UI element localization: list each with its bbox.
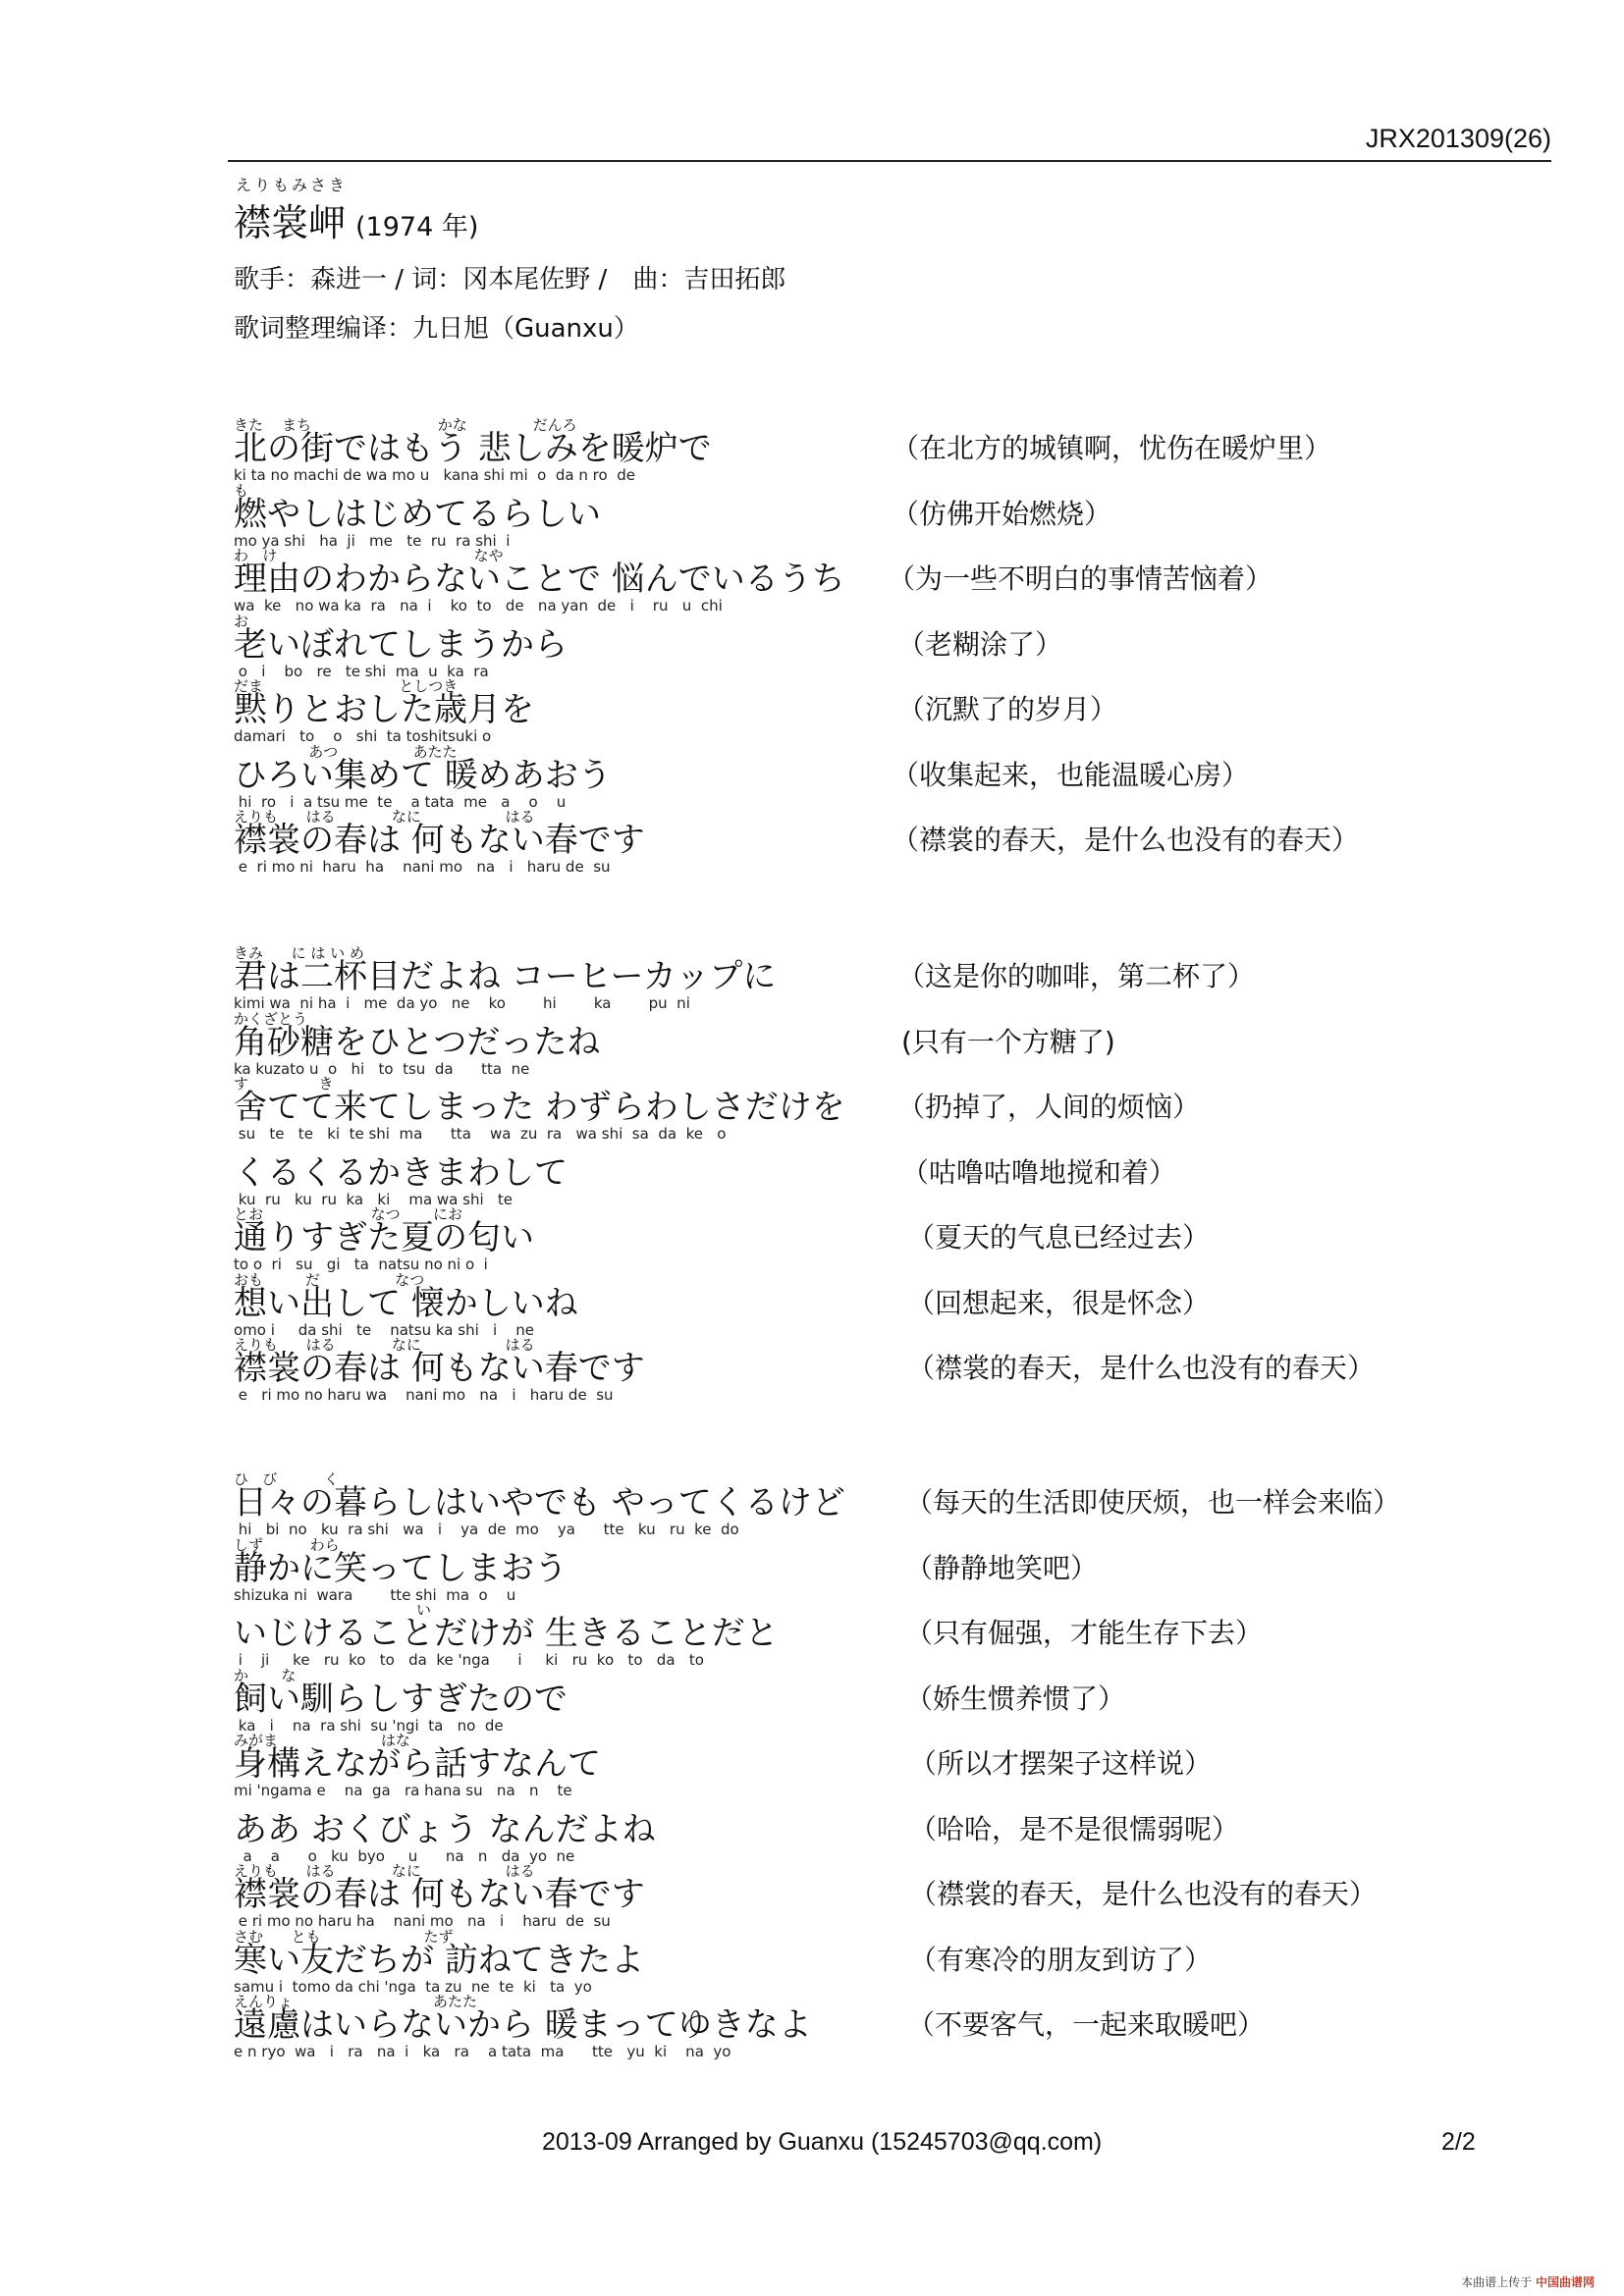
lyric-romaji: kimi wa ni ha i me da yo ne ko hi ka pu ni: [234, 994, 690, 1012]
song-arranger: 歌词整理编译：九日旭（Guanxu）: [234, 314, 639, 344]
lyric-romaji: a a o ku byo u na n da yo ne: [234, 1846, 575, 1865]
lyric-japanese: 北の街ではもう 悲しみを暖炉で: [234, 429, 712, 468]
lyric-japanese: 身構えながら話すなんて: [234, 1744, 601, 1784]
lyric-translation: （咕噜咕噜地搅和着）: [901, 1155, 1177, 1189]
lyric-romaji: e ri mo ni haru ha nani mo na i haru de su: [234, 858, 611, 876]
lyric-line: [234, 481, 1608, 550]
lyric-romaji: su te te ki te shi ma tta wa zu ra wa shi sa da ke o: [234, 1125, 727, 1143]
lyric-romaji: mo ya shi ha ji me te ru ra shi i: [234, 531, 511, 550]
lyric-translation: （老糊涂了）: [897, 627, 1063, 661]
lyric-japanese: 老いぼれてしまうから: [234, 624, 568, 665]
lyric-romaji: hi bi no ku ra shi wa i ya de mo ya tte ku ru ke do: [234, 1521, 739, 1538]
lyric-line: [234, 1205, 1608, 1273]
song-year: (1974 年): [355, 212, 479, 242]
lyric-ruby: あつ あたた: [234, 742, 458, 761]
lyric-translation: （在北方的城镇啊，忧伤在暖炉里）: [892, 432, 1332, 464]
lyric-line: [234, 1336, 1608, 1404]
lyric-romaji: omo i da shi te natsu ka shi i ne: [234, 1320, 535, 1339]
lyric-line: [234, 1141, 1608, 1208]
lyric-line: [234, 808, 1608, 876]
lyric-romaji: to o ri su gi ta natsu no ni o i: [234, 1255, 488, 1273]
lyric-translation: （有寒冷的朋友到访了）: [909, 1943, 1213, 1976]
lyric-japanese: ああ おくびょう なんだよね: [234, 1809, 656, 1849]
lyric-romaji: shizuka ni wara tte shi ma o u: [234, 1585, 516, 1604]
lyric-japanese: 襟裳の春は 何もない春です: [234, 1349, 645, 1388]
lyric-translation: （所以才摆架子这样说）: [909, 1747, 1213, 1780]
page-number: 2/2: [1441, 2128, 1476, 2156]
document-code: JRX201309(26): [1365, 124, 1551, 153]
lyric-romaji: hi ro i a tsu me te a tata me a o u: [234, 792, 567, 811]
footer-text: 2013-09 Arranged by Guanxu (15245703@qq.com): [542, 2128, 1103, 2156]
lyric-line: [234, 1601, 1608, 1669]
lyric-line: [234, 1797, 1608, 1865]
lyric-ruby: きみ に は い め: [234, 944, 364, 962]
song-credits: 歌手：森进一 / 词：冈本尾佐野 / 曲：吉田拓郎: [234, 265, 786, 294]
lyric-romaji: o i bo re te shi ma u ka ra: [234, 662, 489, 680]
lyric-translation: （仿佛开始燃烧）: [892, 497, 1112, 530]
lyric-translation: （为一些不明白的事情苦恼着）: [888, 562, 1273, 595]
lyric-ruby: も: [234, 481, 249, 500]
lyric-japanese: ひろい集めて 暖めあおう: [234, 755, 612, 795]
lyric-translation: （夏天的气息已经过去）: [907, 1221, 1211, 1254]
lyric-line: [234, 1993, 1608, 2060]
lyric-translation: （每天的生活即使厌烦，也一样会来临）: [905, 1486, 1401, 1519]
lyric-translation: （襟裳的春天，是什么也没有的春天）: [907, 1352, 1376, 1384]
lyric-ruby: わ け なや: [234, 547, 504, 564]
lyric-ruby: しず わら: [234, 1535, 340, 1554]
lyric-japanese: 理由のわからないことで 悩んでいるうち: [234, 560, 845, 599]
lyric-romaji: e ri mo no haru wa nani mo na i haru de su: [234, 1386, 614, 1404]
lyric-line: [234, 1075, 1608, 1143]
lyric-japanese: 日々の暮らしはいやでも やってくるけど: [234, 1483, 845, 1522]
lyric-line: [234, 677, 1608, 745]
lyric-ruby: だま としつき: [234, 677, 459, 695]
lyric-translation: （襟裳的春天，是什么也没有的春天）: [892, 824, 1360, 856]
lyric-translation: （不要客气，一起来取暖吧）: [907, 2008, 1266, 2041]
lyric-japanese: 燃やしはじめてるらしい: [234, 494, 601, 534]
lyric-japanese: 黙りとおした歳月を: [234, 690, 534, 729]
lyric-ruby: えんりょ あたた: [234, 1993, 478, 2010]
lyric-translation: （娇生惯养惯了）: [905, 1682, 1126, 1715]
lyric-line: [234, 612, 1608, 680]
lyric-ruby: おも だ なつ: [234, 1270, 425, 1289]
lyric-ruby: えりも はる なに はる: [234, 1862, 535, 1880]
lyric-japanese: 角砂糖をひとつだったね: [234, 1022, 601, 1062]
lyric-japanese: 君は二杯目だよね コーヒーカップに: [234, 957, 777, 996]
watermark: [1461, 2273, 1595, 2290]
lyric-translation: （静静地笑吧）: [905, 1551, 1099, 1584]
lyric-romaji: i ji ke ru ko to da ke 'nga i ki ru ko to da to: [234, 1651, 704, 1669]
lyric-translation: （收集起来，也能温暖心房）: [892, 758, 1250, 791]
lyric-line: [234, 1470, 1608, 1538]
lyric-romaji: e ri mo no haru ha nani mo na i haru de su: [234, 1912, 611, 1930]
lyric-japanese: 飼い馴らしすぎたので: [234, 1679, 568, 1719]
lyric-japanese: 想い出して 懐かしいね: [234, 1283, 578, 1323]
lyric-ruby: す き: [234, 1075, 334, 1093]
lyric-romaji: ku ru ku ru ka ki ma wa shi te: [234, 1190, 514, 1208]
header-rule: [228, 160, 1551, 162]
lyric-romaji: samu i tomo da chi 'nga ta zu ne te ki ta yo: [234, 1977, 592, 1996]
lyric-ruby: えりも はる なに はる: [234, 1336, 535, 1354]
lyric-line: [234, 1535, 1608, 1604]
lyric-line: [234, 1009, 1608, 1078]
lyric-romaji: e n ryo wa i ra na i ka ra a tata ma tte yu ki na yo: [234, 2043, 731, 2060]
lyric-japanese: 通りすぎた夏の匂い: [234, 1218, 534, 1257]
lyric-japanese: 襟裳の春は 何もない春です: [234, 821, 645, 860]
watermark-prefix: 本曲谱上传于: [1461, 2275, 1533, 2289]
lyric-line: [234, 1862, 1608, 1930]
lyric-ruby: きた まち かな だんろ: [234, 416, 577, 434]
lyric-romaji: ki ta no machi de wa mo u kana shi mi o da n ro de: [234, 466, 635, 484]
lyric-japanese: 遠慮はいらないから 暖まってゆきなよ: [234, 2005, 812, 2045]
lyric-line: [234, 1270, 1608, 1339]
lyric-line: [234, 944, 1608, 1012]
lyric-romaji: ka kuzato u o hi to tsu da tta ne: [234, 1059, 530, 1078]
title-ruby: えりもみさき: [236, 176, 349, 194]
lyric-ruby: かくざとう: [234, 1009, 308, 1028]
lyric-japanese: 寒い友だちが 訪ねてきたよ: [234, 1940, 644, 1980]
lyric-line: [234, 742, 1608, 811]
lyric-romaji: mi 'ngama e na ga ra hana su na n te: [234, 1782, 572, 1799]
lyric-translation: （这是你的咖啡，第二杯了）: [897, 960, 1256, 992]
lyric-line: [234, 416, 1608, 484]
lyric-ruby: い: [234, 1601, 431, 1619]
lyric-romaji: ka i na ra shi su 'ngi ta no de: [234, 1716, 504, 1735]
lyric-ruby: とお なつ にお: [234, 1205, 463, 1223]
lyric-romaji: wa ke no wa ka ra na i ko to de na yan de i ru u chi: [234, 597, 723, 614]
lyric-romaji: damari to o shi ta toshitsuki o: [234, 727, 492, 745]
lyric-translation: （只有倔强，才能生存下去）: [905, 1617, 1264, 1649]
song-title-text: 襟裳岬: [234, 201, 347, 244]
lyric-japanese: 舍てて来てしまった わずらわしさだけを: [234, 1088, 845, 1127]
lyric-translation: （回想起来，很是怀念）: [907, 1286, 1211, 1319]
watermark-site: 中国曲谱网: [1535, 2275, 1595, 2289]
lyric-ruby: か な: [234, 1666, 297, 1684]
lyric-ruby: さむ とも たず: [234, 1927, 454, 1946]
lyric-japanese: 襟裳の春は 何もない春です: [234, 1875, 645, 1914]
lyric-line: [234, 1927, 1608, 1996]
lyric-japanese: 静かに笑ってしまおう: [234, 1548, 568, 1588]
lyric-translation: (只有一个方糖了): [901, 1025, 1115, 1058]
lyric-ruby: お: [234, 612, 249, 630]
lyric-japanese: くるくるかきまわして: [234, 1152, 568, 1193]
lyric-ruby: ひ び く: [234, 1470, 339, 1488]
lyric-line: [234, 1666, 1608, 1735]
song-title: [234, 192, 478, 246]
lyric-translation: （哈哈，是不是很懦弱呢）: [909, 1812, 1240, 1845]
lyric-line: [234, 547, 1608, 612]
lyric-line: [234, 1732, 1608, 1799]
lyric-translation: （沉默了的岁月）: [897, 693, 1118, 725]
lyric-japanese: いじけることだけが 生きることだと: [234, 1614, 779, 1653]
lyric-translation: （襟裳的春天，是什么也没有的春天）: [909, 1878, 1378, 1910]
lyric-translation: （扔掉了，人间的烦恼）: [897, 1091, 1201, 1123]
lyric-ruby: みがま はな: [234, 1732, 410, 1749]
lyric-ruby: えりも はる なに はる: [234, 808, 535, 826]
